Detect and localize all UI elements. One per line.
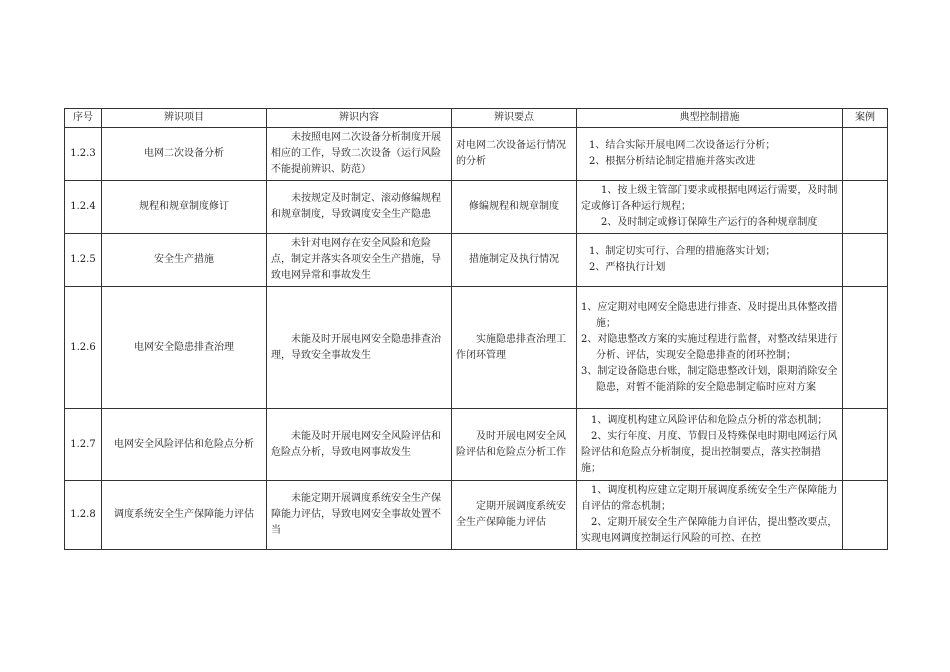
- row-point: 措施制定及执行情况: [452, 234, 577, 287]
- measure-line: 2、定期开展安全生产保障能力自评估，提出整改要点，实现电网调度控制运行风险的可控、在控: [581, 517, 838, 544]
- measure-line: 2、根据分析结论制定措施并落实改进: [589, 156, 756, 167]
- row-content: 未能及时开展电网安全风险评估和危险点分析，导致电网事故发生: [267, 409, 452, 481]
- row-point: 修编规程和规章制度: [452, 181, 577, 234]
- row-item: 调度系统安全生产保障能力评估: [102, 481, 267, 550]
- row-point: 定期开展调度系统安全生产保障能力评估: [452, 481, 577, 550]
- row-content: 未按照电网二次设备分析制度开展相应的工作，导致二次设备（运行风险不能提前辨识、防范）: [267, 128, 452, 181]
- risk-identification-table: [64, 108, 888, 550]
- header-case: 案例: [843, 109, 888, 128]
- row-case: [843, 409, 888, 481]
- measure-line: 2、严格执行计划: [589, 262, 666, 273]
- row-measures: [577, 481, 843, 550]
- header-no: 序号: [65, 109, 102, 128]
- row-item: 安全生产措施: [102, 234, 267, 287]
- row-case: [843, 234, 888, 287]
- table-row: [65, 234, 888, 287]
- row-case: [843, 181, 888, 234]
- table-header-row: [65, 109, 888, 128]
- row-number: 1.2.4: [65, 181, 102, 234]
- row-content: 未能定期开展调度系统安全生产保障能力评估，导致电网安全事故处置不当: [267, 481, 452, 550]
- row-measures: [577, 128, 843, 181]
- table-row: [65, 128, 888, 181]
- header-content: 辨识内容: [267, 109, 452, 128]
- measure-line: 1、调度机构建立风险评估和危险点分析的常态机制；: [591, 414, 828, 426]
- measure-line: 2、对隐患整改方案的实施过程进行监督，对整改结果进行分析、评估，实现安全隐患排查的闭环控制；: [581, 333, 838, 361]
- row-case: [843, 128, 888, 181]
- row-item: 规程和规章制度修订: [102, 181, 267, 234]
- row-measures: [577, 181, 843, 234]
- row-content: 未针对电网存在安全风险和危险点，制定并落实各项安全生产措施，导致电网异常和事故发生: [267, 234, 452, 287]
- measure-line: 1、制定切实可行、合理的措施落实计划；: [589, 246, 776, 257]
- measure-line: 3、制定设备隐患台账，制定隐患整改计划，限期消除安全隐患，对暂不能消除的安全隐患制定临时应对方案: [581, 365, 838, 393]
- row-measures: [577, 287, 843, 409]
- measure-line: 1、结合实际开展电网二次设备运行分析；: [589, 140, 776, 151]
- row-number: 1.2.3: [65, 128, 102, 181]
- row-number: 1.2.8: [65, 481, 102, 550]
- row-content: 未按规定及时制定、滚动修编规程和规章制度，导致调度安全生产隐患: [267, 181, 452, 234]
- header-point: 辨识要点: [452, 109, 577, 128]
- row-item: 电网安全隐患排查治理: [102, 287, 267, 409]
- row-case: [843, 481, 888, 550]
- table-row: [65, 287, 888, 409]
- row-point: 对电网二次设备运行情况的分析: [452, 128, 577, 181]
- table-row: [65, 409, 888, 481]
- measure-line: 2、实行年度、月度、节假日及特殊保电时期电网运行风险评估和危险点分析制度，提出控制要点，落实控制措施；: [581, 430, 838, 474]
- row-item: 电网二次设备分析: [102, 128, 267, 181]
- row-point: 及时开展电网安全风险评估和危险点分析工作: [452, 409, 577, 481]
- row-item: 电网安全风险评估和危险点分析: [102, 409, 267, 481]
- measure-line: 1、按上级主管部门要求或根据电网运行需要，及时制定或修订各种运行规程；: [581, 185, 838, 212]
- row-case: [843, 287, 888, 409]
- row-measures: [577, 234, 843, 287]
- row-number: 1.2.6: [65, 287, 102, 409]
- measure-line: 1、应定期对电网安全隐患进行排查、及时提出具体整改措施；: [581, 301, 838, 329]
- measure-line: 2、及时制定或修订保障生产运行的各种规章制度: [601, 217, 818, 228]
- header-item: 辨识项目: [102, 109, 267, 128]
- row-number: 1.2.7: [65, 409, 102, 481]
- row-measures: [577, 409, 843, 481]
- header-measures: 典型控制措施: [577, 109, 843, 128]
- measure-line: 1、调度机构应建立定期开展调度系统安全生产保障能力自评估的常态机制；: [581, 485, 838, 512]
- row-number: 1.2.5: [65, 234, 102, 287]
- row-point: 实施隐患排查治理工作闭环管理: [452, 287, 577, 409]
- table-row: [65, 481, 888, 550]
- table-row: [65, 181, 888, 234]
- row-content: 未能及时开展电网安全隐患排查治理，导致安全事故发生: [267, 287, 452, 409]
